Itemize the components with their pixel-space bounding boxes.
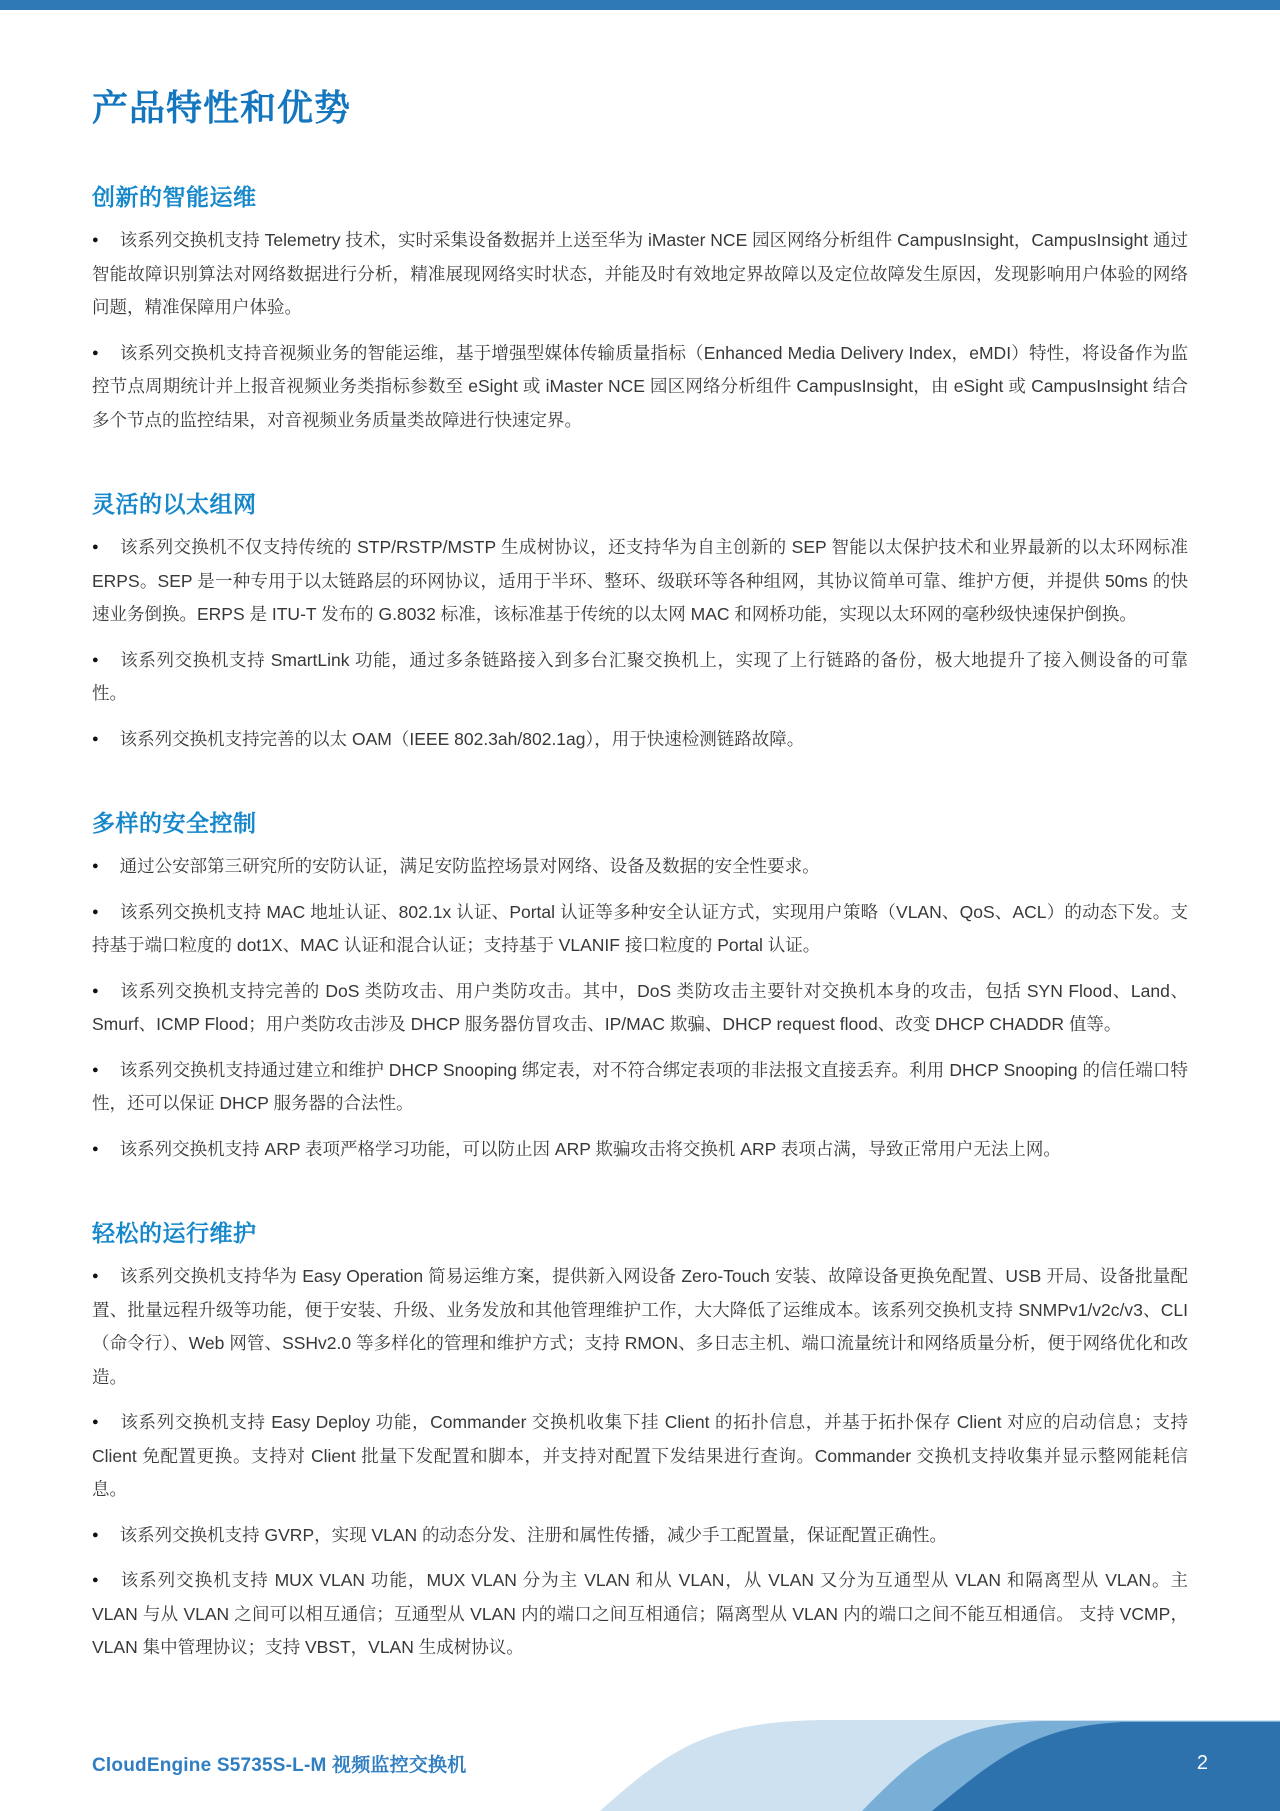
bullet-dot-icon: ● [92, 1063, 99, 1076]
bullet-item [92, 224, 1188, 325]
bullet-dot-icon: ● [92, 1416, 99, 1428]
footer-product-name: CloudEngine S5735S-L-M 视频监控交换机 [92, 1755, 467, 1776]
bullet-item [92, 1519, 1188, 1553]
bullet-dot-icon: ● [92, 1574, 99, 1586]
bullet-text: 该系列交换机支持 MUX VLAN 功能，MUX VLAN 分为主 VLAN 和从 VLAN，从 VLAN 又分为互通型从 VLAN 和隔离型从 VLAN。主 VLAN 与从 VLAN 之间可以相互通信；互通型从 VLAN 内的端口之间互相通信；隔离型从 VLAN 内的端口之间不能互相通信。 支持 VCMP，VLAN 集中管理协议；支持 VBST，VLAN 生成树协议。 [92, 1570, 1188, 1657]
page-title: 产品特性和优势 [92, 87, 352, 128]
bullet-text: 该系列交换机支持 ARP 表项严格学习功能，可以防止因 ARP 欺骗攻击将交换机 ARP 表项占满，导致正常用户无法上网。 [119, 1138, 1061, 1159]
bullet-item [92, 1054, 1188, 1121]
bullet-dot-icon: ● [92, 732, 99, 745]
bullet-dot-icon: ● [92, 984, 99, 997]
bullet-item [92, 1406, 1188, 1507]
bullet-dot-icon: ● [92, 541, 99, 553]
bullet-dot-icon: ● [92, 1528, 99, 1541]
bullet-text: 该系列交换机支持通过建立和维护 DHCP Snooping 绑定表，对不符合绑定表项的非法报文直接丢弃。利用 DHCP Snooping 的信任端口特性，还可以保证 DHCP 服务器的合法性。 [92, 1059, 1188, 1113]
section-heading-flexible-ethernet: 灵活的以太组网 [92, 491, 257, 517]
bullet-dot-icon: ● [92, 860, 99, 872]
section-heading-smart-om: 创新的智能运维 [92, 184, 257, 210]
bullet-dot-icon: ● [92, 1270, 99, 1282]
bullet-item [92, 1260, 1188, 1394]
bullet-item [92, 644, 1188, 711]
bullet-text: 该系列交换机支持 Telemetry 技术，实时采集设备数据并上送至华为 iMaster NCE 园区网络分析组件 CampusInsight，CampusInsight 通过智能故障识别算法对网络数据进行分析，精准展现网络实时状态，并能及时有效地定界故障以及定位故障发生原因，发现影响用户体验的网络问题，精准保障用户体验。 [92, 230, 1188, 317]
bullet-dot-icon: ● [92, 1142, 99, 1155]
bullet-text: 该系列交换机不仅支持传统的 STP/RSTP/MSTP 生成树协议，还支持华为自主创新的 SEP 智能以太保护技术和业界最新的以太环网标准 ERPS。SEP 是一种专用于以太链路层的环网协议，适用于半环、整环、级联环等各种组网，其协议简单可靠、维护方便，并提供 50ms 的快速业务倒换。ERPS 是 ITU-T 发布的 G.8032 标准，该标准基于传统的以太网 MAC 和网桥功能，实现以太环网的毫秒级快速保护倒换。 [92, 537, 1188, 624]
bullet-item [92, 337, 1188, 438]
top-accent-bar [0, 0, 1280, 10]
bullet-text: 该系列交换机支持华为 Easy Operation 简易运维方案，提供新入网设备 Zero-Touch 安装、故障设备更换免配置、USB 开局、设备批量配置、批量远程升级等功能，便于安装、升级、业务发放和其他管理维护工作，大大降低了运维成本。该系列交换机支持 SNMPv1/v2c/v3、CLI（命令行）、Web 网管、SSHv2.0 等多样化的管理和维护方式；支持 RMON、多日志主机、端口流量统计和网络质量分析，便于网络优化和改造。 [92, 1266, 1188, 1387]
bullet-dot-icon: ● [92, 346, 99, 359]
bullet-item [92, 975, 1188, 1042]
bullet-dot-icon: ● [92, 653, 99, 666]
bullet-text: 该系列交换机支持 GVRP，实现 VLAN 的动态分发、注册和属性传播，减少手工配置量，保证配置正确性。 [119, 1524, 948, 1545]
bullet-item [92, 723, 1188, 757]
bullet-text: 该系列交换机支持 Easy Deploy 功能，Commander 交换机收集下挂 Client 的拓扑信息，并基于拓扑保存 Client 对应的启动信息；支持 Client 免配置更换。支持对 Client 批量下发配置和脚本，并支持对配置下发结果进行查询。Commander 交换机支持收集并显示整网能耗信息。 [92, 1412, 1188, 1499]
bullet-text: 该系列交换机支持 SmartLink 功能，通过多条链路接入到多台汇聚交换机上，实现了上行链路的备份，极大地提升了接入侧设备的可靠性。 [92, 649, 1188, 703]
page-content [92, 10, 1188, 1665]
section-heading-easy-om: 轻松的运行维护 [92, 1220, 257, 1246]
page-number: 2 [1196, 1752, 1208, 1774]
bullet-text: 通过公安部第三研究所的安防认证，满足安防监控场景对网络、设备及数据的安全性要求。 [119, 856, 820, 876]
bullet-item [92, 531, 1188, 632]
bullet-dot-icon: ● [92, 234, 99, 246]
bullet-item [92, 850, 1188, 884]
bullet-dot-icon: ● [92, 905, 99, 918]
section-heading-security-control: 多样的安全控制 [92, 810, 257, 836]
bullet-text: 该系列交换机支持完善的 DoS 类防攻击、用户类防攻击。其中，DoS 类防攻击主要针对交换机本身的攻击，包括 SYN Flood、Land、Smurf、ICMP Flood；用户类防攻击涉及 DHCP 服务器仿冒攻击、IP/MAC 欺骗、DHCP request flood、改变 DHCP CHADDR 值等。 [92, 980, 1188, 1034]
bullet-text: 该系列交换机支持 MAC 地址认证、802.1x 认证、Portal 认证等多种安全认证方式，实现用户策略（VLAN、QoS、ACL）的动态下发。支持基于端口粒度的 dot1X、MAC 认证和混合认证；支持基于 VLANIF 接口粒度的 Portal 认证。 [92, 901, 1188, 955]
bullet-item [92, 1564, 1188, 1665]
bullet-text: 该系列交换机支持音视频业务的智能运维，基于增强型媒体传输质量指标（Enhanced Media Delivery Index，eMDI）特性，将设备作为监控节点周期统计并上报音视频业务类指标参数至 eSight 或 iMaster NCE 园区网络分析组件 CampusInsight，由 eSight 或 CampusInsight 结合多个节点的监控结果，对音视频业务质量类故障进行快速定界。 [92, 342, 1188, 430]
bullet-item [92, 1133, 1188, 1167]
bullet-item [92, 896, 1188, 963]
bullet-text: 该系列交换机支持完善的以太 OAM（IEEE 802.3ah/802.1ag），用于快速检测链路故障。 [119, 728, 805, 749]
